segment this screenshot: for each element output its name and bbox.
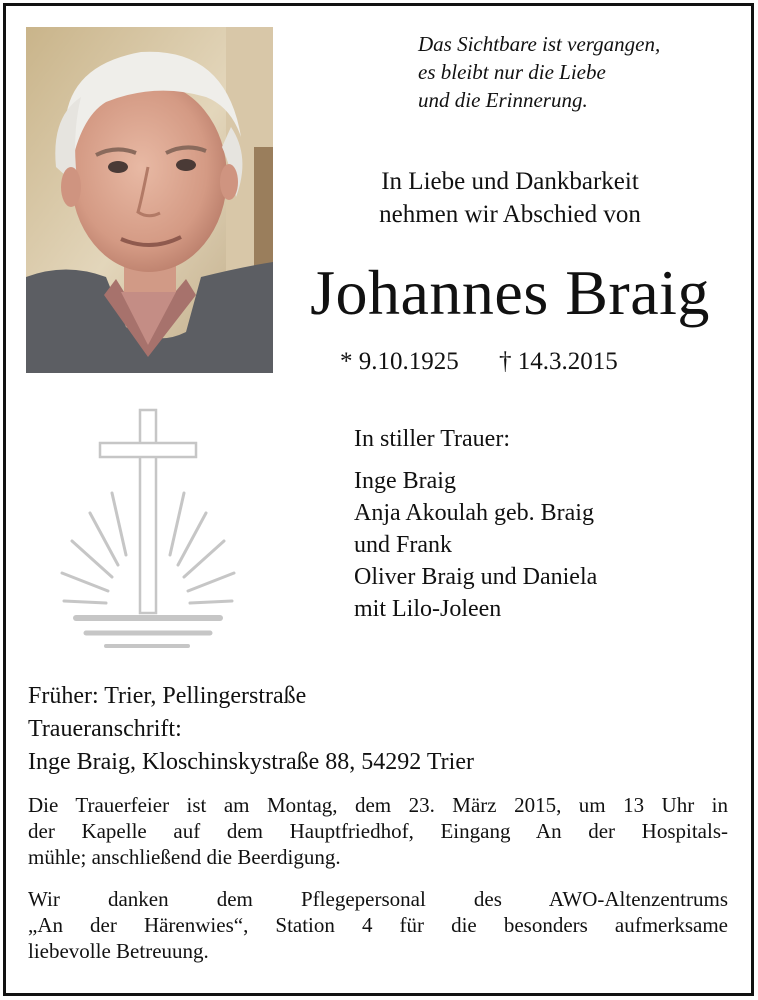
funeral-line: Die Trauerfeier ist am Montag, dem 23. März 2015, um 13 Uhr in: [28, 793, 728, 817]
farewell-intro: [300, 165, 720, 231]
cross-sunrise-icon: [56, 405, 246, 657]
life-dates: [340, 345, 740, 379]
funeral-notice: [28, 792, 728, 870]
memorial-quote: [418, 30, 738, 114]
thanks-line: liebevolle Betreuung.: [28, 939, 209, 963]
deceased-name: Johannes Braig: [310, 257, 710, 328]
intro-line: nehmen wir Abschied von: [379, 201, 641, 228]
quote-line: und die Erinnerung.: [418, 88, 588, 112]
mourner-line: Inge Braig: [354, 468, 456, 494]
mourner-line: und Frank: [354, 532, 452, 558]
funeral-line: mühle; anschließend die Beerdigung.: [28, 845, 341, 869]
intro-line: In Liebe und Dankbarkeit: [381, 168, 639, 195]
mourners-block: [354, 423, 734, 625]
quote-line: es bleibt nur die Liebe: [418, 60, 606, 84]
quote-line: Das Sichtbare ist vergangen,: [418, 32, 661, 56]
portrait-photo: [26, 27, 273, 373]
address-line: Inge Braig, Kloschinskystraße 88, 54292 Trier: [28, 749, 474, 775]
mourning-lead: In stiller Trauer:: [354, 426, 510, 452]
address-block: [28, 680, 728, 779]
mourner-line: mit Lilo-Joleen: [354, 596, 502, 622]
mourner-line: Oliver Braig und Daniela: [354, 564, 598, 590]
mourner-line: Anja Akoulah geb. Braig: [354, 500, 594, 526]
funeral-line: der Kapelle auf dem Hauptfriedhof, Eingang An der Hospitals-: [28, 819, 728, 843]
thanks-notice: [28, 886, 728, 964]
thanks-line: „An der Härenwies“, Station 4 für die besonders aufmerksame: [28, 913, 728, 937]
address-line: Früher: Trier, Pellingerstraße: [28, 683, 307, 709]
birth-date: * 9.10.1925: [340, 348, 459, 375]
death-date: † 14.3.2015: [499, 348, 618, 375]
address-line: Traueranschrift:: [28, 716, 182, 742]
thanks-line: Wir danken dem Pflegepersonal des AWO-Altenzentrums: [28, 887, 728, 911]
